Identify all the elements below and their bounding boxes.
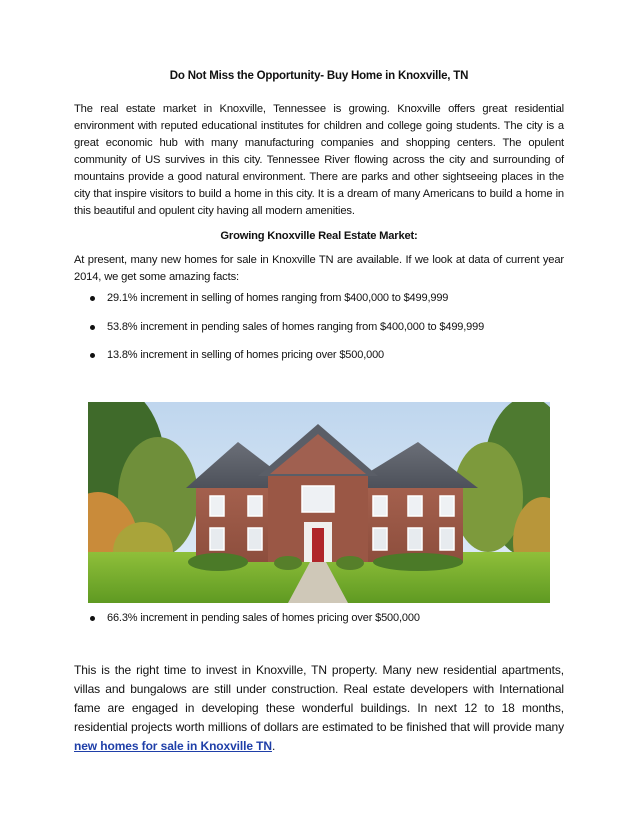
closing-text: This is the right time to invest in Knoxville, TN property. Many new residential apartments, villas and bungalows are still under construction. Real estate developers with International fame are engaged in developing these wonderful buildings. In next 12 to 18 months, residential projects worth millions of dollars are estimated to be finished that will provide many (74, 663, 564, 734)
bullet-icon (90, 353, 95, 358)
list-item (90, 292, 448, 304)
list-item (90, 321, 484, 333)
facts-intro-paragraph: At present, many new homes for sale in Knoxville TN are available. If we look at data of current year 2014, we get some amazing facts: (74, 254, 564, 283)
document-title: Do Not Miss the Opportunity- Buy Home in Knoxville, TN (169, 70, 469, 82)
new-homes-link[interactable]: new homes for sale in Knoxville TN (74, 739, 272, 753)
house-photo (88, 402, 550, 603)
list-item-text: 29.1% increment in selling of homes ranging from $400,000 to $499,999 (107, 292, 449, 304)
list-item (90, 612, 420, 624)
closing-period: . (271, 739, 276, 753)
list-item (90, 349, 384, 361)
bullet-icon (90, 616, 95, 621)
list-item-text: 13.8% increment in selling of homes pricing over $500,000 (107, 349, 385, 361)
bullet-icon (90, 325, 95, 330)
list-item-text: 53.8% increment in pending sales of homes ranging from $400,000 to $499,999 (107, 321, 485, 333)
closing-paragraph (74, 661, 564, 756)
intro-paragraph: The real estate market in Knoxville, Tennessee is growing. Knoxville offers great residential environment with reputed educational institutes for children and college going students. The city is a great economic hub with many manufacturing companies and shopping centers. The opulent community of US survives in this city. Tennessee River flowing across the city and surrounding of mountains provide a good natural environment. There are parks and other sightseeing places in the city that inspire visitors to build a home in this city. It is a dream of many Americans to build a home in this beautiful and opulent city having all modern amenities. (74, 103, 564, 217)
list-item-text: 66.3% increment in pending sales of homes pricing over $500,000 (107, 612, 420, 624)
section-heading: Growing Knoxville Real Estate Market: (220, 230, 418, 242)
bullet-icon (90, 296, 95, 301)
